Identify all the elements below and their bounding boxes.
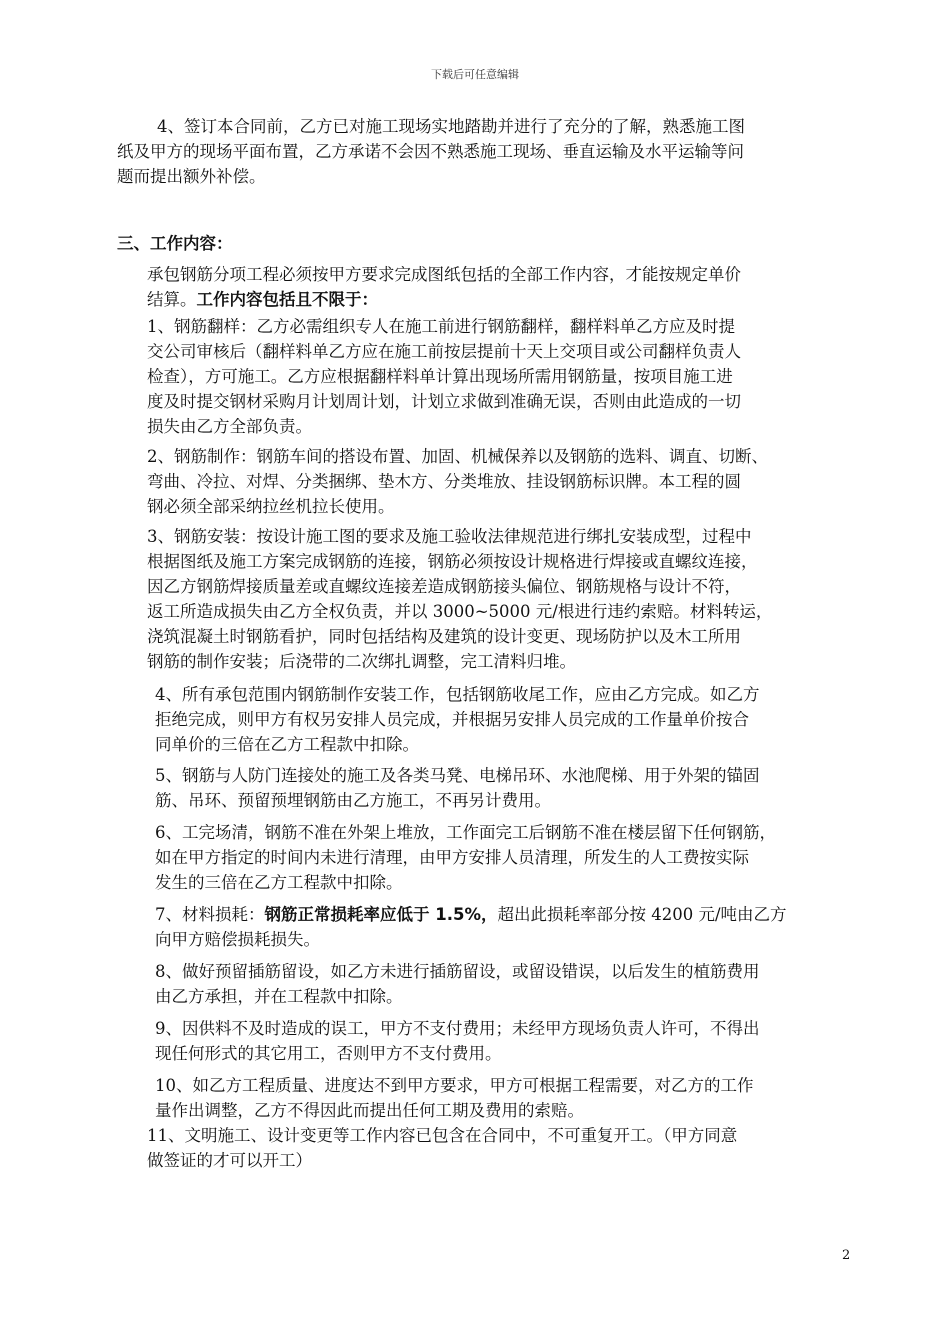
text-line: 如在甲方指定的时间内未进行清理，由甲方安排人员清理，所发生的人工费按实际 [155, 848, 749, 867]
text-line: 3、钢筋安装：按设计施工图的要求及施工验收法律规范进行绑扎安装成型，过程中 [147, 527, 752, 546]
text-run: 7、材料损耗： [155, 905, 265, 924]
text-line: 承包钢筋分项工程必须按甲方要求完成图纸包括的全部工作内容，才能按规定单价 [147, 265, 741, 284]
bold-text-run: 钢筋正常损耗率应低于 1.5%， [264, 905, 498, 924]
text-line: 损失由乙方全部负责。 [147, 417, 312, 436]
text-run: 结算。 [147, 290, 197, 309]
page-header: 下载后可任意编辑 [431, 68, 519, 81]
item-2 [117, 444, 857, 519]
text-line: 弯曲、冷拉、对焊、分类捆绑、垫木方、分类堆放、挂设钢筋标识牌。本工程的圆 [147, 472, 741, 491]
text-line: 筋、吊环、预留预埋钢筋由乙方施工，不再另计费用。 [155, 791, 551, 810]
text-line: 题而提出额外补偿。 [117, 167, 266, 186]
text-line: 钢筋的制作安装；后浇带的二次绑扎调整，完工清料归堆。 [147, 652, 576, 671]
section-heading: 三、工作内容： [117, 234, 233, 253]
item-7 [117, 902, 857, 952]
text-line [155, 902, 857, 927]
item-4 [117, 682, 857, 757]
text-line: 根据图纸及施工方案完成钢筋的连接，钢筋必须按设计规格进行焊接或直螺纹连接， [147, 552, 758, 571]
text-line: 5、钢筋与人防门连接处的施工及各类马凳、电梯吊环、水池爬梯、用于外架的锚固 [155, 766, 760, 785]
text-line: 6、工完场清，钢筋不准在外架上堆放，工作面完工后钢筋不准在楼层留下任何钢筋， [155, 823, 776, 842]
text-line: 9、因供料不及时造成的误工，甲方不支付费用；未经甲方现场负责人许可，不得出 [155, 1019, 760, 1038]
text-line: 由乙方承担，并在工程款中扣除。 [155, 987, 403, 1006]
text-line: 做签证的才可以开工） [147, 1151, 312, 1170]
text-line [117, 287, 857, 312]
item-5 [117, 763, 857, 813]
text-line: 1、钢筋翻样：乙方必需组织专人在施工前进行钢筋翻样，翻样料单乙方应及时提 [147, 317, 735, 336]
bold-text-run: 工作内容包括且不限于： [196, 290, 378, 309]
page-number: 2 [842, 1248, 851, 1263]
text-line: 发生的三倍在乙方工程款中扣除。 [155, 873, 403, 892]
text-line: 检查），方可施工。乙方应根据翻样料单计算出现场所需用钢筋量，按项目施工进 [147, 367, 733, 386]
text-line: 11、文明施工、设计变更等工作内容已包含在合同中，不可重复开工。（甲方同意 [147, 1126, 738, 1145]
text-line: 拒绝完成，则甲方有权另安排人员完成，并根据另安排人员完成的工作量单价按合 [155, 710, 749, 729]
text-line: 现任何形式的其它用工，否则甲方不支付费用。 [155, 1044, 502, 1063]
text-run: 超出此损耗率部分按 4200 元/吨由乙方 [497, 905, 787, 924]
text-line: 纸及甲方的现场平面布置，乙方承诺不会因不熟悉施工现场、垂直运输及水平运输等问 [117, 142, 744, 161]
text-line: 浇筑混凝土时钢筋看护，同时包括结构及建筑的设计变更、现场防护以及木工所用 [147, 627, 741, 646]
text-line: 4、签订本合同前，乙方已对施工现场实地踏勘并进行了充分的了解，熟悉施工图 [157, 117, 745, 136]
clause-4-paragraph [117, 114, 857, 189]
item-8 [117, 959, 857, 1009]
text-line: 4、所有承包范围内钢筋制作安装工作，包括钢筋收尾工作，应由乙方完成。如乙方 [155, 685, 760, 704]
text-line: 10、如乙方工程质量、进度达不到甲方要求，甲方可根据工程需要，对乙方的工作 [155, 1076, 754, 1095]
item-10 [117, 1073, 857, 1123]
text-line: 钢必须全部采纳拉丝机拉长使用。 [147, 497, 395, 516]
item-11 [117, 1123, 857, 1173]
text-line: 量作出调整，乙方不得因此而提出任何工期及费用的索赔。 [155, 1101, 584, 1120]
text-line: 返工所造成损失由乙方全权负责，并以 3000~5000 元/根进行违约索赔。材料转运， [147, 602, 773, 621]
text-line: 向甲方赔偿损耗损失。 [155, 930, 320, 949]
text-line: 交公司审核后（翻样料单乙方应在施工前按层提前十天上交项目或公司翻样负责人 [147, 342, 741, 361]
text-line: 同单价的三倍在乙方工程款中扣除。 [155, 735, 419, 754]
item-1 [117, 314, 857, 439]
item-9 [117, 1016, 857, 1066]
text-line: 因乙方钢筋焊接质量差或直螺纹连接差造成钢筋接头偏位、钢筋规格与设计不符， [147, 577, 741, 596]
item-6 [117, 820, 857, 895]
item-3 [117, 524, 857, 674]
text-line: 2、钢筋制作：钢筋车间的搭设布置、加固、机械保养以及钢筋的选料、调直、切断、 [147, 447, 768, 466]
text-line: 度及时提交钢材采购月计划周计划，计划立求做到准确无误，否则由此造成的一切 [147, 392, 741, 411]
text-line: 8、做好预留插筋留设，如乙方未进行插筋留设，或留设错误，以后发生的植筋费用 [155, 962, 760, 981]
section-intro [117, 262, 857, 312]
